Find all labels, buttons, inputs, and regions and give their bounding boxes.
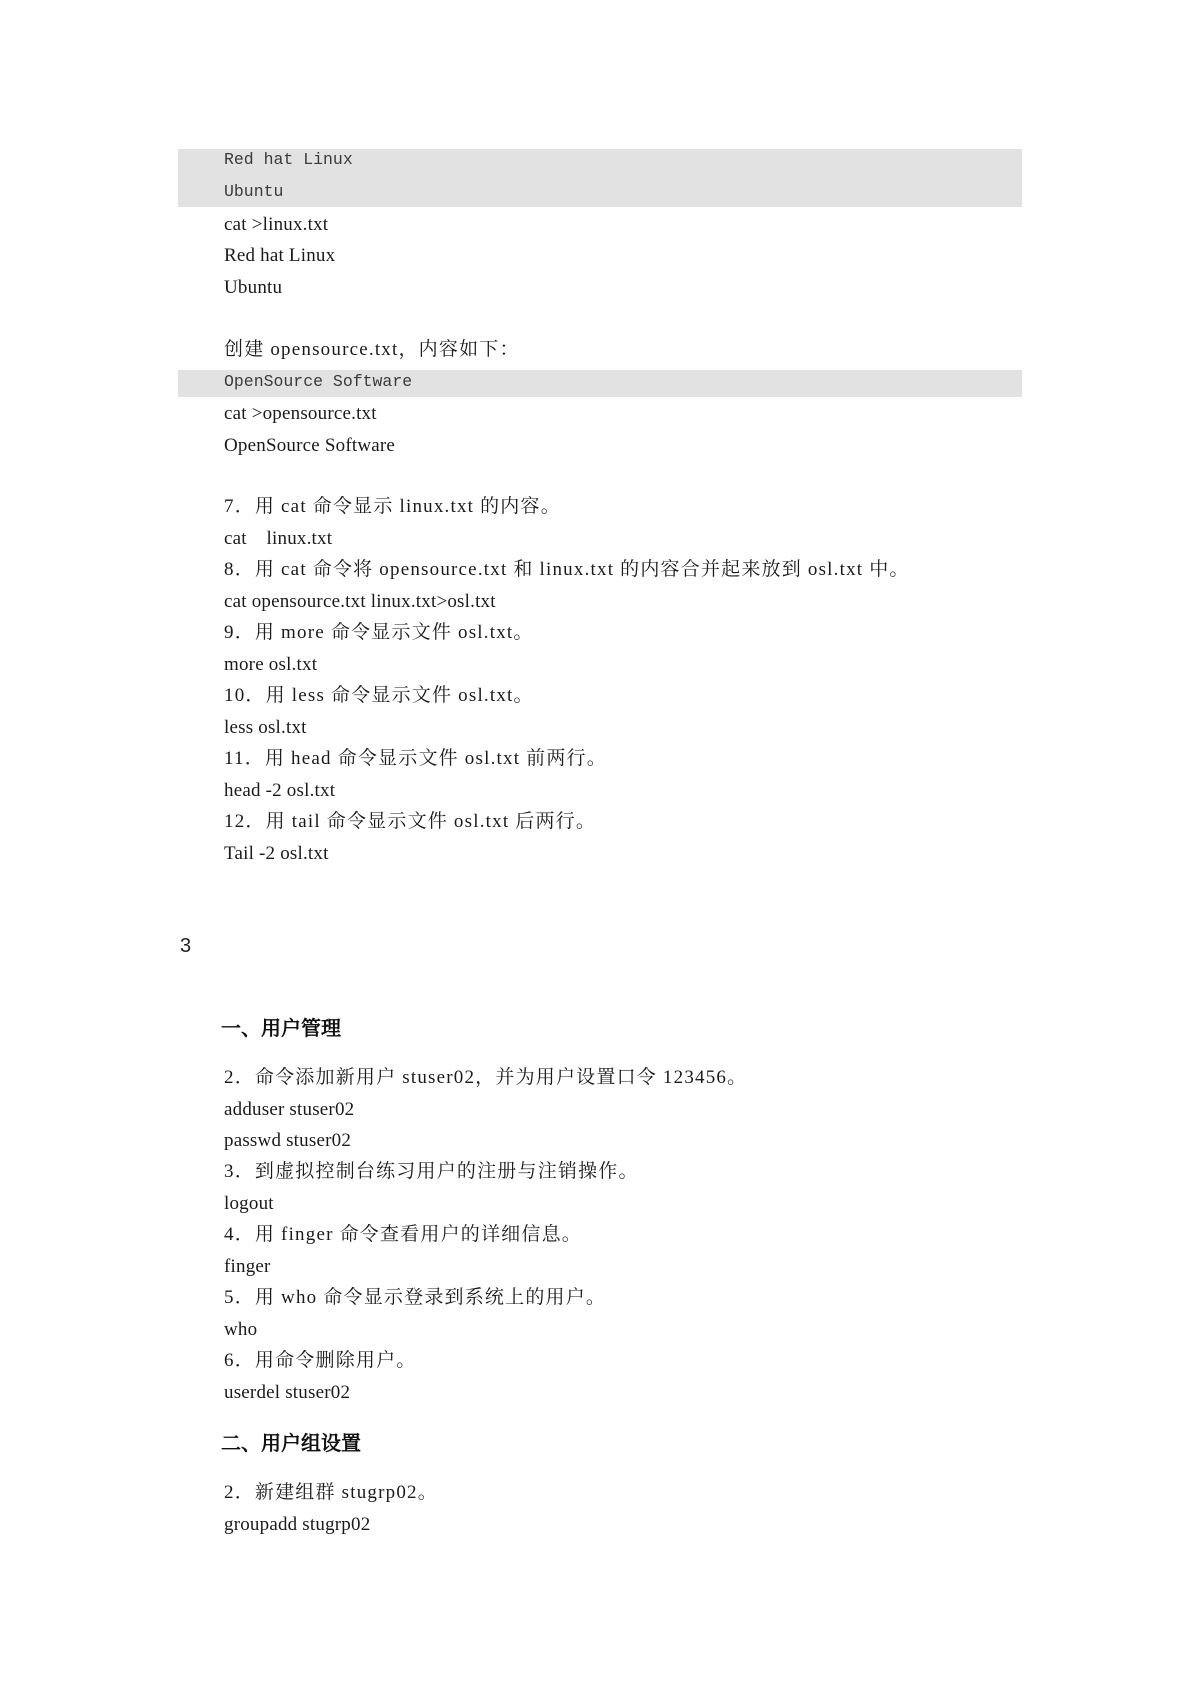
command-line: more osl.txt <box>224 654 318 675</box>
command-line: cat >linux.txt <box>224 214 329 235</box>
text-line: OpenSource Software <box>224 435 396 456</box>
command-line: less osl.txt <box>224 717 307 738</box>
task-line: 6．用命令删除用户。 <box>224 1350 417 1371</box>
command-line: cat opensource.txt linux.txt>osl.txt <box>224 591 496 612</box>
command-line: logout <box>224 1193 274 1214</box>
task-10: 10．用 less 命令显示文件 osl.txt。 <box>224 685 534 706</box>
command-line: groupadd stugrp02 <box>224 1514 371 1535</box>
command-line: Tail -2 osl.txt <box>224 843 329 864</box>
task-line: 2．命令添加新用户 stuser02，并为用户设置口令 123456。 <box>224 1067 748 1088</box>
task-11: 11．用 head 命令显示文件 osl.txt 前两行。 <box>224 748 607 769</box>
task-8: 8．用 cat 命令将 opensource.txt 和 linux.txt 的内容合并起来放到 osl.txt 中。 <box>224 559 910 580</box>
code-line: OpenSource Software <box>224 372 413 391</box>
task-12: 12．用 tail 命令显示文件 osl.txt 后两行。 <box>224 811 597 832</box>
task-line: 2．新建组群 stugrp02。 <box>224 1482 438 1503</box>
command-line: cat >opensource.txt <box>224 403 377 424</box>
task-7: 7．用 cat 命令显示 linux.txt 的内容。 <box>224 496 561 517</box>
text-line: Red hat Linux <box>224 245 336 266</box>
task-line: 3．到虚拟控制台练习用户的注册与注销操作。 <box>224 1161 639 1182</box>
text-line: Ubuntu <box>224 277 283 298</box>
instruction-line: 创建 opensource.txt，内容如下： <box>224 339 520 360</box>
code-line: Red hat Linux <box>224 150 353 169</box>
command-line: userdel stuser02 <box>224 1382 351 1403</box>
command-line: finger <box>224 1256 271 1277</box>
section-heading-user-management: 一、用户管理 <box>221 1016 341 1040</box>
command-line: cat linux.txt <box>224 528 333 549</box>
command-line: passwd stuser02 <box>224 1130 352 1151</box>
command-line: head -2 osl.txt <box>224 780 336 801</box>
page-number: 3 <box>180 935 192 957</box>
section-heading-group-settings: 二、用户组设置 <box>221 1431 361 1455</box>
command-line: adduser stuser02 <box>224 1099 355 1120</box>
task-9: 9．用 more 命令显示文件 osl.txt。 <box>224 622 534 643</box>
command-line: who <box>224 1319 258 1340</box>
task-line: 4．用 finger 命令查看用户的详细信息。 <box>224 1224 582 1245</box>
task-line: 5．用 who 命令显示登录到系统上的用户。 <box>224 1287 607 1308</box>
code-line: Ubuntu <box>224 182 284 201</box>
